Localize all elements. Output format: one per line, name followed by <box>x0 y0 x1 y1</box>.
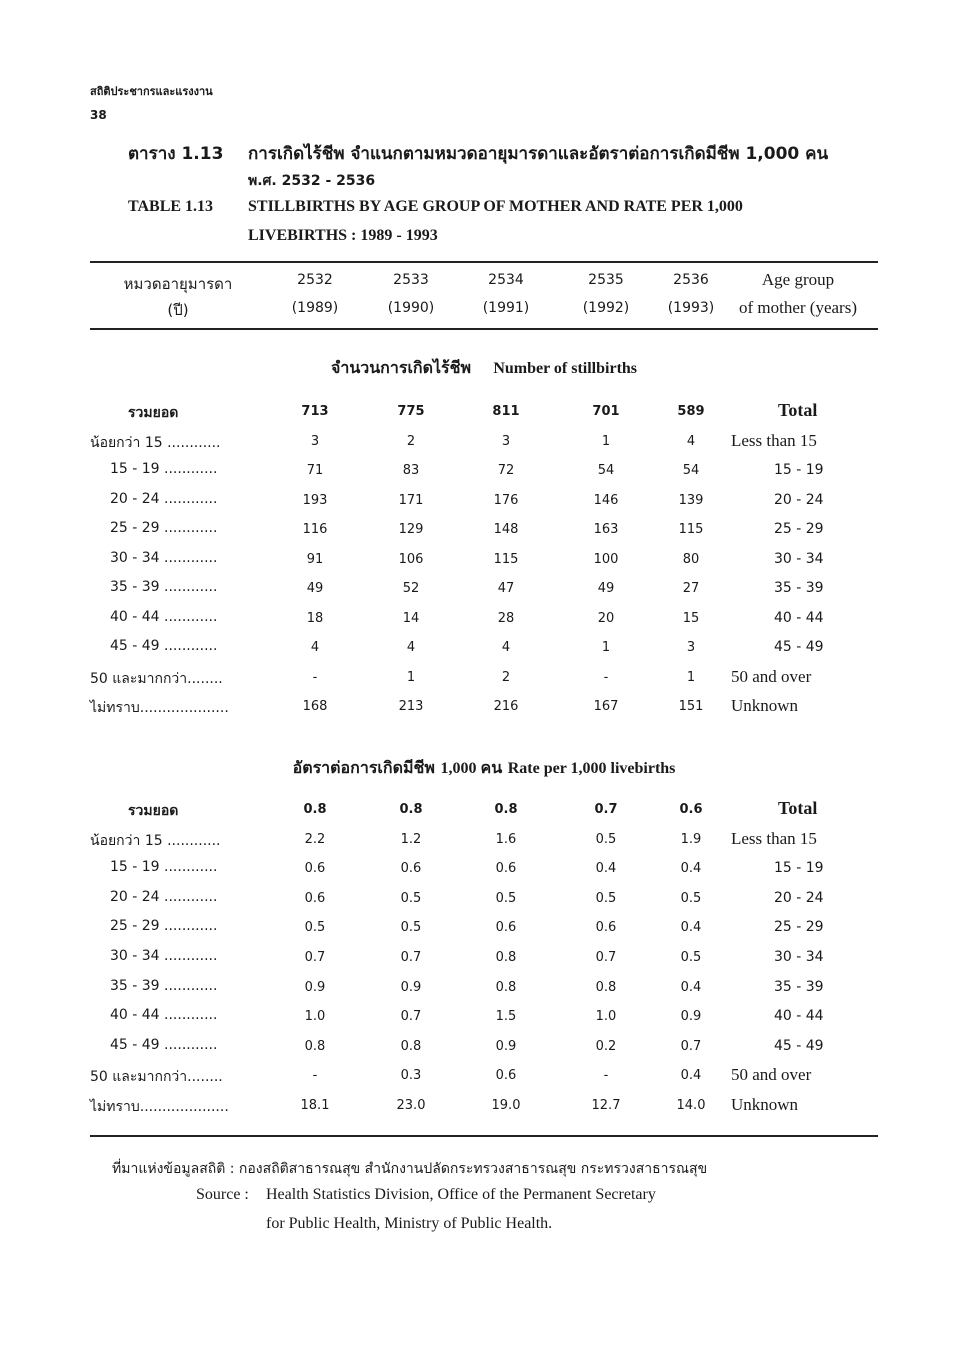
table-cell: 701 <box>592 404 620 419</box>
table-row <box>0 976 966 1000</box>
table-cell: - <box>312 669 318 685</box>
table-cell: 3 <box>310 433 320 449</box>
table-cell: 0.7 <box>595 950 617 965</box>
table-cell: 129 <box>398 522 424 537</box>
row-label-th: 50 และมากกว่า........ <box>90 670 223 687</box>
table-cell: 0.6 <box>495 861 517 877</box>
table-cell: 0.6 <box>495 920 517 936</box>
table-cell: 0.7 <box>304 950 326 965</box>
row-label-en: 40 - 44 <box>774 609 824 626</box>
table-cell: 0.6 <box>679 802 703 817</box>
row-label-th: 45 - 49 ............ <box>110 638 218 654</box>
table-cell: 213 <box>398 699 424 714</box>
table-cell: 146 <box>593 492 619 508</box>
table-cell: 3 <box>501 433 511 449</box>
row-label-en: 15 - 19 <box>774 462 824 478</box>
header-year-ce: (1991) <box>482 300 530 316</box>
table-cell: 2.2 <box>304 831 326 847</box>
header-year-be: 2535 <box>588 272 624 288</box>
table-cell: 0.8 <box>494 802 518 817</box>
table-cell: 139 <box>678 492 704 508</box>
table-cell: 116 <box>302 522 328 537</box>
row-label-en: 15 - 19 <box>774 860 824 877</box>
header-year-be: 2536 <box>673 272 709 288</box>
table-cell: 0.8 <box>495 979 517 995</box>
table-cell: 0.6 <box>595 920 617 936</box>
table-label-th: ตาราง 1.13 <box>128 144 224 164</box>
table-cell: 0.6 <box>400 861 422 877</box>
table-cell: 80 <box>682 551 700 567</box>
row-label-en: 45 - 49 <box>774 639 824 655</box>
row-label-en: 35 - 39 <box>774 978 824 995</box>
table-cell: 193 <box>302 492 328 508</box>
table-cell: 4 <box>686 433 696 449</box>
table-cell: 148 <box>493 522 519 537</box>
section-title-th: จำนวนการเกิดไร้ชีพ <box>330 358 472 377</box>
table-row <box>0 828 966 852</box>
row-label-th: 50 และมากกว่า........ <box>90 1069 223 1086</box>
table-cell: 171 <box>398 492 424 508</box>
header-year-ce: (1993) <box>667 300 715 316</box>
table-cell: - <box>603 669 609 685</box>
table-cell: 49 <box>306 581 324 596</box>
row-label-en: 20 - 24 <box>774 889 824 906</box>
page-number: 38 <box>90 108 107 122</box>
row-label-th: 45 - 49 ............ <box>110 1036 218 1053</box>
table-cell: 0.5 <box>595 890 617 906</box>
table-row <box>0 695 966 719</box>
table-cell: 0.5 <box>400 920 422 936</box>
table-cell: 589 <box>677 404 705 419</box>
table-cell: 1.0 <box>595 1009 617 1025</box>
table-cell: 216 <box>493 699 519 714</box>
header-bottom-rule <box>90 328 878 330</box>
table-cell: 0.7 <box>400 1009 422 1025</box>
source-th: ที่มาแห่งข้อมูลสถิติ : กองสถิติสาธารณสุข สำนักงานปลัดกระทรวงสาธารณสุข กระทรวงสาธารณสุข <box>112 1161 708 1177</box>
table-cell: 20 <box>597 610 615 626</box>
table-row <box>0 607 966 631</box>
table-title-th: การเกิดไร้ชีพ จำแนกตามหมวดอายุมารดาและอัตราต่อการเกิดมีชีพ 1,000 คน <box>248 144 829 164</box>
table-cell: 2 <box>406 433 416 449</box>
table-cell: 0.5 <box>680 950 702 965</box>
table-cell: 14 <box>402 610 420 626</box>
table-label-en: TABLE 1.13 <box>128 198 214 215</box>
table-cell: 1.9 <box>680 831 702 847</box>
table-cell: 91 <box>306 551 324 567</box>
table-cell: 54 <box>597 463 615 478</box>
table-cell: 0.5 <box>595 831 617 847</box>
table-cell: 0.3 <box>400 1068 422 1084</box>
header-top-rule <box>90 261 878 263</box>
table-cell: 151 <box>678 699 704 714</box>
table-cell: 1 <box>601 433 611 449</box>
row-label-en: 40 - 44 <box>774 1008 824 1025</box>
table-cell: 0.8 <box>303 802 327 817</box>
running-head: สถิติประชากรและแรงงาน <box>90 85 213 98</box>
row-label-th: น้อยกว่า 15 ............ <box>90 832 221 849</box>
table-cell: 0.8 <box>495 950 517 965</box>
section-title-stillbirths <box>90 356 878 381</box>
section-title-mid: 1,000 คน <box>440 760 503 777</box>
table-row <box>0 887 966 911</box>
table-cell: 100 <box>593 551 619 567</box>
table-row <box>0 857 966 881</box>
row-label-th: รวมยอด <box>128 803 179 819</box>
table-cell: 0.9 <box>680 1009 702 1025</box>
table-cell: 0.8 <box>400 1038 422 1054</box>
table-cell: 71 <box>306 463 324 478</box>
table-cell: - <box>312 1068 318 1084</box>
table-row <box>0 548 966 572</box>
table-cell: 0.8 <box>595 979 617 995</box>
table-cell: 1.5 <box>495 1009 517 1025</box>
table-cell: 47 <box>497 581 515 596</box>
row-label-th: น้อยกว่า 15 ............ <box>90 434 221 451</box>
table-cell: 0.4 <box>595 861 617 877</box>
table-cell: 0.9 <box>400 979 422 995</box>
table-cell: 0.5 <box>304 920 326 936</box>
table-cell: 0.5 <box>400 890 422 906</box>
row-label-th: 15 - 19 ............ <box>110 859 218 876</box>
table-cell: 12.7 <box>591 1098 621 1113</box>
table-row <box>0 1005 966 1029</box>
row-label-th: 25 - 29 ............ <box>110 520 218 536</box>
header-year-be: 2533 <box>393 272 429 288</box>
header-age-group-th: หมวดอายุมารดา <box>123 275 233 293</box>
row-label-th: 20 - 24 ............ <box>110 888 218 905</box>
table-row <box>0 1064 966 1088</box>
table-cell: 713 <box>301 404 329 419</box>
table-cell: 1.2 <box>400 831 422 847</box>
table-cell: 0.5 <box>680 890 702 906</box>
table-cell: 163 <box>593 522 619 537</box>
table-cell: 4 <box>310 640 320 655</box>
row-label-en: 35 - 39 <box>774 580 824 596</box>
header-year-ce: (1990) <box>387 300 435 316</box>
table-cell: 0.4 <box>680 861 702 877</box>
table-cell: 4 <box>501 640 511 655</box>
row-label-en: Unknown <box>731 1095 799 1114</box>
header-year-ce: (1992) <box>582 300 630 316</box>
table-row <box>0 400 966 424</box>
table-row <box>0 946 966 970</box>
table-cell: 54 <box>682 463 700 478</box>
table-cell: 176 <box>493 492 519 508</box>
table-row <box>0 1035 966 1059</box>
header-age-group-en: Age group <box>761 270 835 289</box>
table-cell: 0.5 <box>495 890 517 906</box>
header-year-be: 2534 <box>488 272 524 288</box>
table-row <box>0 798 966 822</box>
row-label-th: 25 - 29 ............ <box>110 918 218 935</box>
section-title-en: Rate per 1,000 livebirths <box>507 760 676 777</box>
table-row <box>0 666 966 690</box>
table-cell: 0.7 <box>594 802 618 817</box>
table-cell: 0.4 <box>680 920 702 936</box>
source-line-2: for Public Health, Ministry of Public Health. <box>266 1215 553 1232</box>
section-title-th: อัตราต่อการเกิดมีชีพ <box>292 758 435 777</box>
table-cell: 1.6 <box>495 831 517 847</box>
section-title-en: Number of stillbirths <box>493 360 638 377</box>
table-cell: 0.6 <box>304 890 326 906</box>
table-cell: 0.4 <box>680 1068 702 1084</box>
table-cell: 0.6 <box>495 1068 517 1084</box>
table-bottom-rule <box>90 1135 878 1137</box>
table-cell: 0.2 <box>595 1038 617 1054</box>
row-label-th: ไม่ทราบ.................... <box>90 1099 229 1115</box>
table-cell: 3 <box>686 640 696 655</box>
row-label-th: 35 - 39 ............ <box>110 977 218 994</box>
table-subtitle-th: พ.ศ. 2532 - 2536 <box>248 173 376 189</box>
table-row <box>0 1094 966 1118</box>
table-cell: 4 <box>406 640 416 655</box>
table-row <box>0 518 966 542</box>
table-row <box>0 459 966 483</box>
table-cell: 106 <box>398 551 424 567</box>
row-label-en: Less than 15 <box>731 430 817 450</box>
row-label-en: 30 - 34 <box>774 949 824 965</box>
table-cell: 15 <box>682 610 700 626</box>
row-label-en: Total <box>778 400 818 420</box>
table-cell: 0.7 <box>680 1038 702 1054</box>
table-cell: 1.0 <box>304 1009 326 1025</box>
table-cell: 18 <box>306 610 324 626</box>
source-label: Source : <box>196 1186 249 1203</box>
table-cell: 19.0 <box>491 1098 521 1113</box>
table-cell: 72 <box>497 463 515 478</box>
table-cell: 23.0 <box>396 1098 426 1113</box>
table-cell: 775 <box>397 404 425 419</box>
row-label-th: รวมยอด <box>128 405 179 421</box>
table-cell: 0.8 <box>399 802 423 817</box>
section-title-rate <box>90 756 878 781</box>
table-row <box>0 430 966 454</box>
header-age-group-en-unit: of mother (years) <box>738 298 857 317</box>
row-label-en: Less than 15 <box>731 828 817 848</box>
table-cell: 52 <box>402 581 420 596</box>
table-row <box>0 636 966 660</box>
table-cell: 167 <box>593 699 619 714</box>
table-cell: 168 <box>302 699 328 714</box>
row-label-en: 45 - 49 <box>774 1037 824 1054</box>
row-label-en: 20 - 24 <box>774 491 824 508</box>
table-cell: 1 <box>686 669 696 685</box>
table-cell: 18.1 <box>300 1098 330 1113</box>
table-row <box>0 489 966 513</box>
header-year-ce: (1989) <box>291 300 339 316</box>
row-label-th: 20 - 24 ............ <box>110 490 218 507</box>
table-cell: 27 <box>682 581 700 596</box>
table-title-en: STILLBIRTHS BY AGE GROUP OF MOTHER AND RATE PER 1,000 <box>248 198 743 215</box>
table-cell: 0.4 <box>680 979 702 995</box>
table-row <box>0 577 966 601</box>
row-label-th: 40 - 44 ............ <box>110 608 218 625</box>
table-cell: 0.8 <box>304 1038 326 1054</box>
table-cell: 2 <box>501 669 511 685</box>
table-cell: 0.9 <box>304 979 326 995</box>
table-cell: 0.7 <box>400 950 422 965</box>
header-year-be: 2532 <box>297 272 333 288</box>
row-label-th: 35 - 39 ............ <box>110 579 218 595</box>
source-line-1: Health Statistics Division, Office of the Permanent Secretary <box>266 1186 656 1203</box>
table-cell: 0.6 <box>304 861 326 877</box>
row-label-en: Total <box>778 798 818 818</box>
table-cell: 115 <box>678 522 704 537</box>
table-cell: 14.0 <box>676 1098 706 1113</box>
table-cell: - <box>603 1068 609 1084</box>
table-row <box>0 916 966 940</box>
row-label-en: 25 - 29 <box>774 919 824 936</box>
table-cell: 1 <box>601 640 611 655</box>
row-label-en: 50 and over <box>731 1065 812 1085</box>
row-label-en: 25 - 29 <box>774 521 824 537</box>
row-label-th: 30 - 34 ............ <box>110 549 218 566</box>
row-label-th: 30 - 34 ............ <box>110 948 218 964</box>
table-cell: 811 <box>492 404 520 419</box>
table-cell: 28 <box>497 610 515 626</box>
row-label-en: 30 - 34 <box>774 550 824 567</box>
row-label-en: Unknown <box>731 696 799 715</box>
row-label-th: 40 - 44 ............ <box>110 1007 218 1024</box>
row-label-th: ไม่ทราบ.................... <box>90 700 229 716</box>
table-cell: 83 <box>402 463 420 478</box>
row-label-en: 50 and over <box>731 666 812 686</box>
table-cell: 49 <box>597 581 615 596</box>
table-cell: 115 <box>493 551 519 567</box>
row-label-th: 15 - 19 ............ <box>110 461 218 477</box>
table-cell: 1 <box>406 669 416 685</box>
header-age-group-th-unit: (ปี) <box>167 301 189 319</box>
table-cell: 0.9 <box>495 1038 517 1054</box>
table-subtitle-en: LIVEBIRTHS : 1989 - 1993 <box>248 227 438 244</box>
